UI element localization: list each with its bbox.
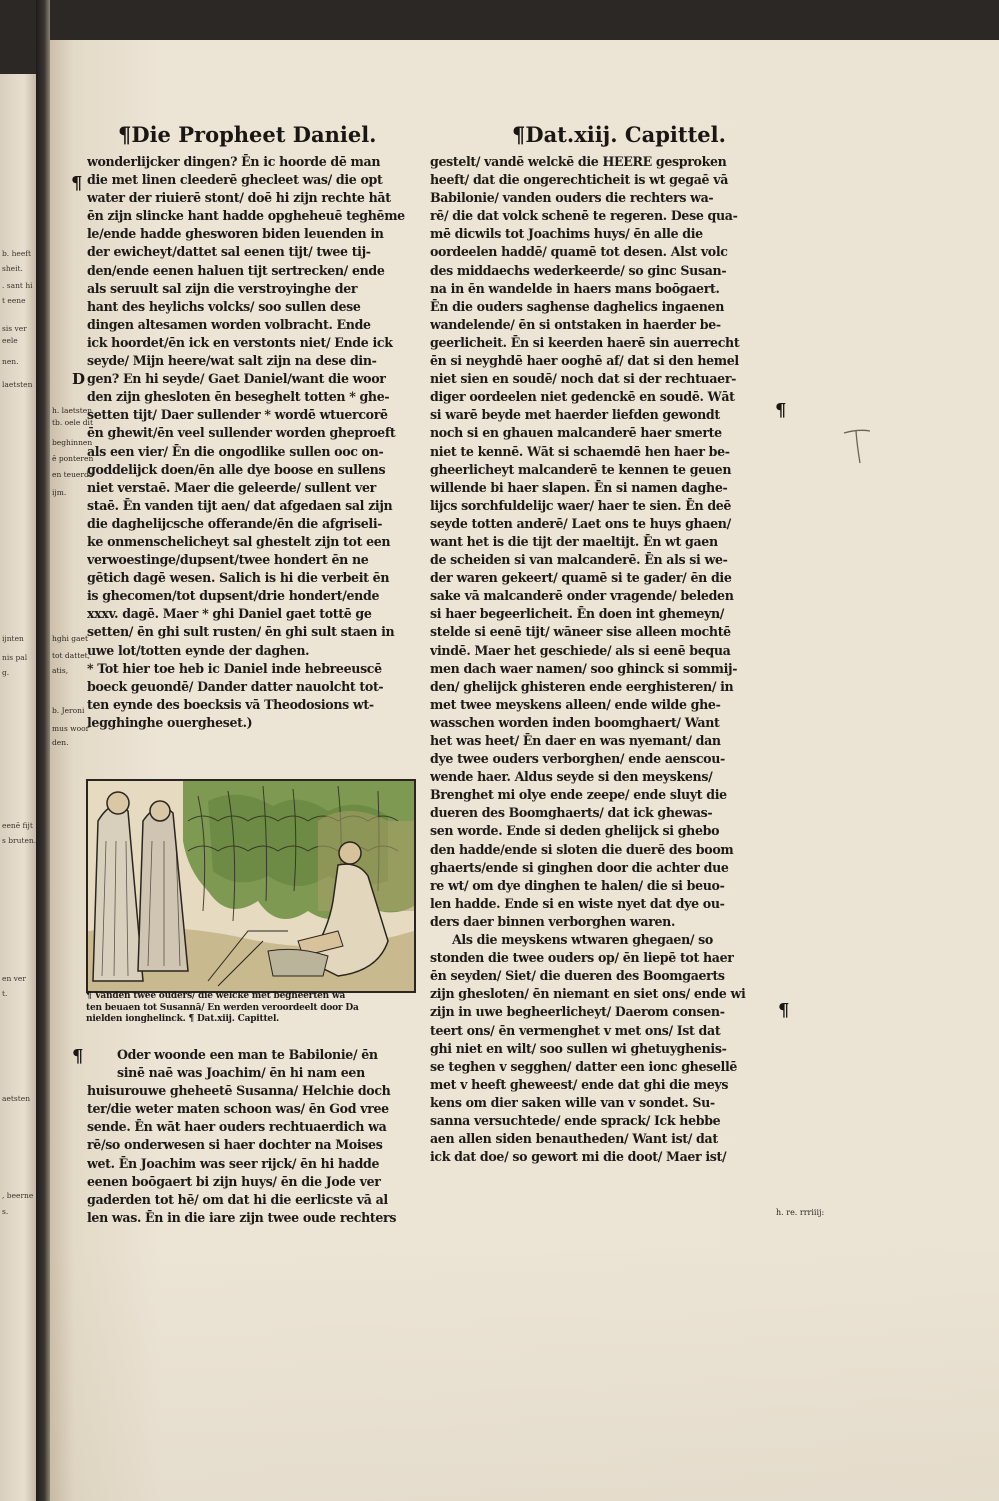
margin-note: den. <box>52 738 69 747</box>
text-line: men dach waer namen/ soo ghinck si sommij- <box>430 660 738 676</box>
text-line: ten eynde des boecksis vā Theodosions wt- <box>87 696 374 712</box>
prev-note: t. <box>2 989 8 998</box>
right-column <box>430 153 775 1166</box>
text-line: vindē. Maer het geschiede/ als si eenē bequa <box>430 642 731 658</box>
prev-note: nen. <box>2 357 19 366</box>
text-line: stelde si eenē tijt/ wāneer sise alleen mochtē <box>430 624 731 640</box>
left-column-top <box>87 153 417 732</box>
text-line: ke onmenschelicheyt sal ghestelt zijn tot een <box>87 533 391 549</box>
prev-note: b. heeft <box>2 249 32 258</box>
text-line: Als die meyskens wtwaren ghegaen/ so <box>452 932 713 948</box>
text-line: willende bi haer slapen. Ēn si namen daghe- <box>430 479 728 495</box>
margin-note: hghi gaet <box>52 634 88 643</box>
text-line: rē/ die dat volck schenē te regeren. Dese qua- <box>430 208 738 224</box>
woodcut-illustration <box>86 779 416 993</box>
woodcut-caption <box>86 991 416 1026</box>
text-line: len hadde. Ende si en wiste nyet dat dye ou- <box>430 895 725 911</box>
text-line: uwe lot/totten eynde der daghen. <box>87 642 310 658</box>
text-line: ghaerts/ende si ginghen door die achter due <box>430 859 729 875</box>
text-line: als seruult sal zijn die verstroyinghe der <box>87 280 358 296</box>
text-line: ēn ghewit/ēn veel sullender worden gheproeft <box>87 425 396 441</box>
prev-note: eele <box>2 336 18 345</box>
text-line: setten/ ēn ghi sult rusten/ ēn ghi sult staen in <box>87 624 395 640</box>
text-line: ter/die weter maten schoon was/ ēn God vree <box>87 1101 389 1117</box>
margin-note: beghinnen <box>52 438 93 447</box>
text-line: niet te kennē. Wāt si schaemdē hen haer be- <box>430 443 730 459</box>
running-header-right: ¶Dat.xiij. Capittel. <box>512 122 726 147</box>
text-line: gaderden tot hē/ om dat hi die eerlicste vā al <box>87 1191 388 1207</box>
text-line: seyde/ Mijn heere/wat salt zijn na dese din- <box>87 353 377 369</box>
prev-note: sis ver <box>2 324 27 333</box>
left-column-bottom <box>87 1046 417 1227</box>
text-line: legghinghe ouergheset.) <box>87 714 253 730</box>
text-line: seyde totten anderē/ Laet ons te huys ghaen/ <box>430 515 731 531</box>
pencil-mark <box>840 425 880 470</box>
text-line: setten tijt/ Daer sullender * wordē wtuercorē <box>87 407 388 423</box>
text-line: Ēn die ouders saghense daghelics ingaenen <box>430 298 725 314</box>
text-line: boeck geuondē/ Dander datter nauolcht tot- <box>87 678 384 694</box>
caption-line: nielden ionghelinck. ¶ Dat.xiij. Capittel. <box>86 1014 280 1024</box>
text-line: des middaechs wederkeerde/ so ginc Susan- <box>430 262 727 278</box>
text-line: lijcs sorchfuldelijc waer/ haer te sien. Ēn deē <box>430 497 732 513</box>
prev-note: eenē fijt <box>2 821 33 830</box>
text-line: na in ēn wandelde in haers mans boōgaert. <box>430 280 720 296</box>
text-line: sende. Ēn wāt haer ouders rechtuaerdich wa <box>87 1119 387 1135</box>
prev-note: s. <box>2 1207 9 1216</box>
text-line: dingen altesamen worden volbracht. Ende <box>87 316 371 332</box>
text-line: niet verstaē. Maer die geleerde/ sullent ver <box>87 479 376 495</box>
text-line: re wt/ om dye dinghen te halen/ die si beuo- <box>430 877 725 893</box>
text-line: ick hoordet/ēn ick en verstonts niet/ Ende ick <box>87 334 393 350</box>
text-line: dueren des Boomghaerts/ dat ick ghewas- <box>430 805 713 821</box>
margin-note: ijm. <box>52 488 67 497</box>
text-line: gētich dagē wesen. Salich is hi die verbeit ēn <box>87 570 390 586</box>
prev-note: s bruten. <box>2 836 37 845</box>
text-line: zijn in uwe begheerlicheyt/ Daerom consen- <box>430 1004 725 1020</box>
previous-page-edge <box>0 74 40 1501</box>
prev-note: sheit. <box>2 264 23 273</box>
text-line: hant des heylichs volcks/ soo sullen dese <box>87 298 361 314</box>
text-line: die daghelijcsche offerande/ēn die afgriseli- <box>87 515 383 531</box>
text-line: ēn seyden/ Siet/ die dueren des Boomgaerts <box>430 968 725 984</box>
paragraph-mark: ¶ <box>71 173 83 194</box>
prev-note: g. <box>2 668 10 677</box>
text-line: goddelijck doen/ēn alle dye boose en sullens <box>87 461 386 477</box>
margin-note: en teuerda <box>52 470 94 479</box>
text-line: huisurouwe gheheetē Susanna/ Helchie doch <box>87 1083 391 1099</box>
prev-note: laetsten <box>2 380 33 389</box>
speaker-mark: D <box>72 370 86 388</box>
prev-note: , beerne <box>2 1191 34 1200</box>
text-line: len was. Ēn in die iare zijn twee oude rechters <box>87 1209 397 1225</box>
margin-note: h. re. rrriiij: <box>776 1208 825 1217</box>
text-line: geerlicheit. Ēn si keerden haerē sin auerrecht <box>430 334 740 350</box>
margin-note: b. Jeroni <box>52 706 85 715</box>
text-line: dye twee ouders verborghen/ ende aenscou- <box>430 751 725 767</box>
prev-note: en ver <box>2 974 26 983</box>
text-line: water der riuierē stont/ doē hi zijn rechte hāt <box>87 190 391 206</box>
margin-note: ē ponteren <box>52 454 94 463</box>
text-line: ēn si neyghdē haer ooghē af/ dat si den hemel <box>430 353 739 369</box>
text-line: den zijn ghesloten ēn beseghelt totten * ghe- <box>87 389 390 405</box>
prev-note: . sant hi <box>2 281 33 290</box>
margin-note: h. laetsten <box>52 406 93 415</box>
text-line: den/ende eenen haluen tijt sertrecken/ ende <box>87 262 385 278</box>
text-line: le/ende hadde ghesworen biden leuenden in <box>87 226 384 242</box>
text-line: is ghecomen/tot dupsent/drie hondert/ende <box>87 588 380 604</box>
text-line: met twee meyskens alleen/ ende wilde ghe- <box>430 696 721 712</box>
text-line: sinē naē was Joachim/ ēn hi nam een <box>117 1065 365 1081</box>
prev-note: ijnten <box>2 634 24 643</box>
text-line: aen allen siden benautheden/ Want ist/ dat <box>430 1131 718 1147</box>
text-line: sake vā malcanderē onder vragende/ beleden <box>430 588 734 604</box>
text-line: gheerlicheyt malcanderē te kennen te geuen <box>430 461 732 477</box>
margin-note: tot dattet, <box>52 651 91 660</box>
text-line: rē/so onderwesen si haer dochter na Moises <box>87 1137 383 1153</box>
text-line: der ewicheyt/dattet sal eenen tijt/ twee tij- <box>87 244 371 260</box>
paragraph-mark: ¶ <box>775 400 787 421</box>
text-line: ēn zijn slincke hant hadde opgheheuē teghēme <box>87 208 405 224</box>
running-header-left: ¶Die Propheet Daniel. <box>118 122 377 147</box>
text-line: gestelt/ vandē welckē die HEERE gesproken <box>430 154 727 169</box>
text-line: sanna versuchtede/ ende sprack/ Ick hebbe <box>430 1112 721 1128</box>
text-line: heeft/ dat die ongerechticheit is wt gegaē vā <box>430 172 729 188</box>
text-line: si warē beyde met haerder liefden gewondt <box>430 407 720 423</box>
text-line: stonden die twee ouders op/ ēn liepē tot haer <box>430 950 734 966</box>
margin-note: atis, <box>52 666 69 675</box>
text-line: oordeelen haddē/ quamē tot desen. Alst volc <box>430 244 728 260</box>
text-line: die met linen cleederē ghecleet was/ die opt <box>87 172 383 188</box>
page-shading <box>46 1240 999 1501</box>
text-line: mē dicwils tot Joachims huys/ ēn alle die <box>430 226 703 242</box>
text-line: want het is die tijt der maeltijt. Ēn wt gaen <box>430 533 718 549</box>
text-line: eenen boōgaert bi zijn huys/ ēn die Jode ver <box>87 1173 381 1189</box>
text-line: Babilonie/ vanden ouders die rechters wa- <box>430 190 714 206</box>
text-line: diger oordeelen niet gedenckē en soudē. Wāt <box>430 389 735 405</box>
paragraph-mark: ¶ <box>72 1046 84 1067</box>
text-line: xxxv. dagē. Maer * ghi Daniel gaet tottē ge <box>87 606 372 622</box>
text-line: Brenghet mi olye ende zeepe/ ende sluyt die <box>430 787 727 803</box>
prev-note: nis pal <box>2 653 28 662</box>
text-line: wasschen worden inden boomghaert/ Want <box>430 714 720 730</box>
text-line: ders daer binnen verborghen waren. <box>430 913 675 929</box>
text-line: ghi niet en wilt/ soo sullen wi ghetuyghenis- <box>430 1040 727 1056</box>
caption-line: ten beuaen tot Susannā/ Ēn werden veroordeelt door Da <box>86 1002 359 1013</box>
paragraph-mark: ¶ <box>778 1000 790 1021</box>
prev-note: t eene <box>2 296 26 305</box>
text-line: ick dat doe/ so gewort mi die doot/ Maer ist/ <box>430 1149 727 1165</box>
text-line: kens om dier saken wille van v sondet. Su- <box>430 1094 715 1110</box>
text-line: noch si en ghauen malcanderē haer smerte <box>430 425 722 441</box>
text-line: wet. Ēn Joachim was seer rijck/ ēn hi hadde <box>87 1155 380 1171</box>
caption-line: ¶ Vanden twee ouders/ die welcke met begheerten wa <box>86 991 346 1001</box>
text-line: als een vier/ Ēn die ongodlike sullen ooc on- <box>87 443 384 459</box>
text-line: staē. Ēn vanden tijt aen/ dat afgedaen sal zijn <box>87 497 393 513</box>
text-line: sen worde. Ende si deden ghelijck si ghebo <box>430 823 720 839</box>
text-line: verwoestinge/dupsent/twee hondert ēn ne <box>87 552 369 568</box>
text-line: de scheiden si van malcanderē. Ēn als si we- <box>430 552 728 568</box>
text-line: met v heeft gheweest/ ende dat ghi die meys <box>430 1076 729 1092</box>
text-line: der waren gekeert/ quamē si te gader/ ēn die <box>430 570 732 586</box>
text-line: wandelende/ ēn si ontstaken in haerder be- <box>430 316 721 332</box>
text-line: den hadde/ende si sloten die duerē des boom <box>430 841 734 857</box>
text-line: * Tot hier toe heb ic Daniel inde hebreeuscē <box>87 660 382 676</box>
prev-note: aetsten <box>2 1094 31 1103</box>
text-line: het was heet/ Ēn daer en was nyemant/ dan <box>430 733 721 748</box>
text-line: zijn ghesloten/ ēn niemant en siet ons/ ende wi <box>430 986 746 1002</box>
text-line: si haer begeerlicheit. Ēn doen int ghemeyn/ <box>430 606 725 622</box>
text-line: wonderlijcker dingen? Ēn ic hoorde dē man <box>87 154 381 169</box>
susanna-elders-woodcut <box>88 781 414 991</box>
text-line: niet sien en soudē/ noch dat si der rechtuaer- <box>430 371 736 387</box>
margin-note: tb. oele dit <box>52 418 93 427</box>
margin-note: mus woor <box>52 724 90 733</box>
text-line: se teghen v segghen/ datter een ionc ghesellē <box>430 1058 738 1074</box>
text-line: gen? En hi seyde/ Gaet Daniel/want die woor <box>87 371 386 387</box>
text-line: wende haer. Aldus seyde si den meyskens/ <box>430 769 713 785</box>
text-line: Oder woonde een man te Babilonie/ ēn <box>117 1047 378 1062</box>
text-line: teert ons/ ēn vermenghet v met ons/ Ist dat <box>430 1022 721 1038</box>
text-line: den/ ghelijck ghisteren ende eerghisteren/ in <box>430 678 734 694</box>
